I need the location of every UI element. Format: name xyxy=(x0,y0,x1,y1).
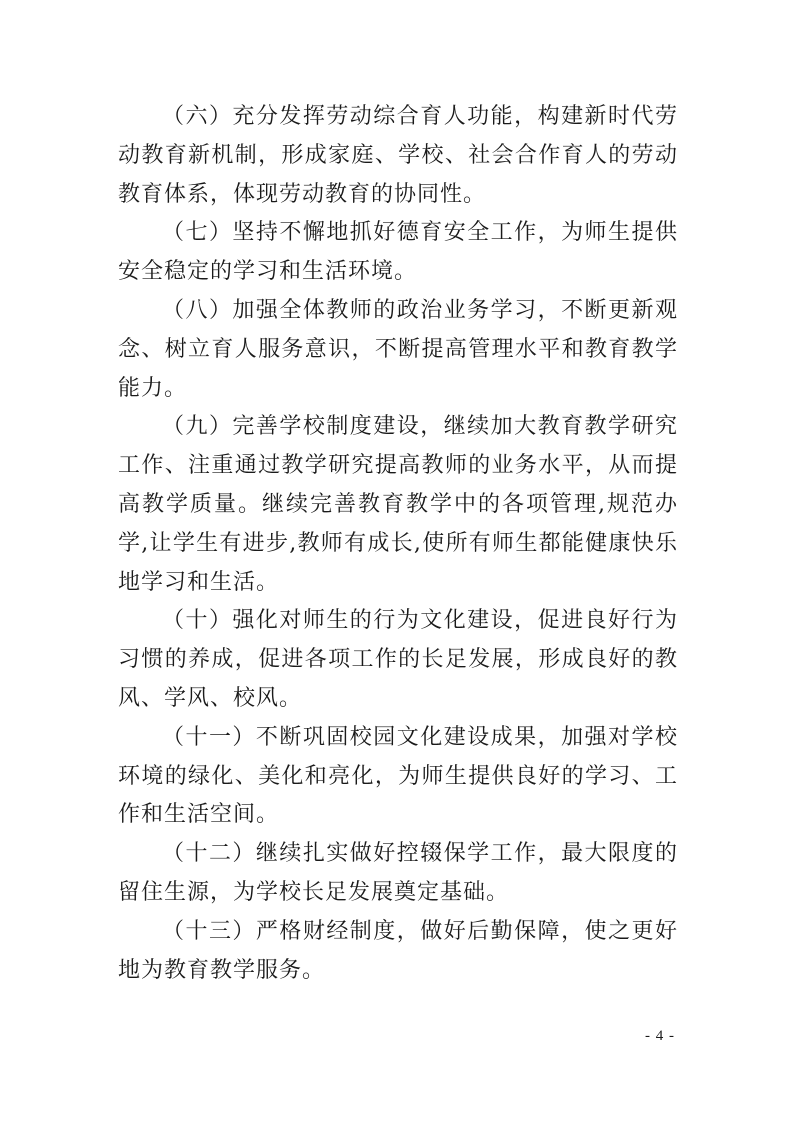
paragraph-8: （八）加强全体教师的政治业务学习，不断更新观念、树立育人服务意识，不断提高管理水平和教育教学能力。 xyxy=(118,297,678,401)
paragraph-7: （七）坚持不懈地抓好德育安全工作，为师生提供安全稳定的学习和生活环境。 xyxy=(118,220,678,285)
paragraph-12: （十二）继续扎实做好控辍保学工作，最大限度的留住生源，为学校长足发展奠定基础。 xyxy=(118,841,678,905)
paragraph-10: （十）强化对师生的行为文化建设，促进良好行为习惯的养成，促进各项工作的长足发展，形成良好的教风、学风、校风。 xyxy=(118,608,678,711)
paragraph-13: （十三）严格财经制度，做好后勤保障，使之更好地为教育教学服务。 xyxy=(118,918,678,983)
page-number: - 4 - xyxy=(645,1028,675,1044)
paragraph-6: （六）充分发挥劳动综合育人功能，构建新时代劳动教育新机制，形成家庭、学校、社会合作育人的劳动教育体系，体现劳动教育的协同性。 xyxy=(118,104,678,207)
paragraph-9: （九）完善学校制度建设，继续加大教育教学研究工作、注重通过教学研究提高教师的业务水平，从而提高教学质量。继续完善教育教学中的各项管理,规范办学,让学生有进步,教师有成长,使所有师生都能健康快乐地学习和生活。 xyxy=(118,414,678,595)
body-text xyxy=(118,98,678,990)
paragraph-11: （十一）不断巩固校园文化建设成果，加强对学校环境的绿化、美化和亮化，为师生提供良好的学习、工作和生活空间。 xyxy=(118,724,678,828)
